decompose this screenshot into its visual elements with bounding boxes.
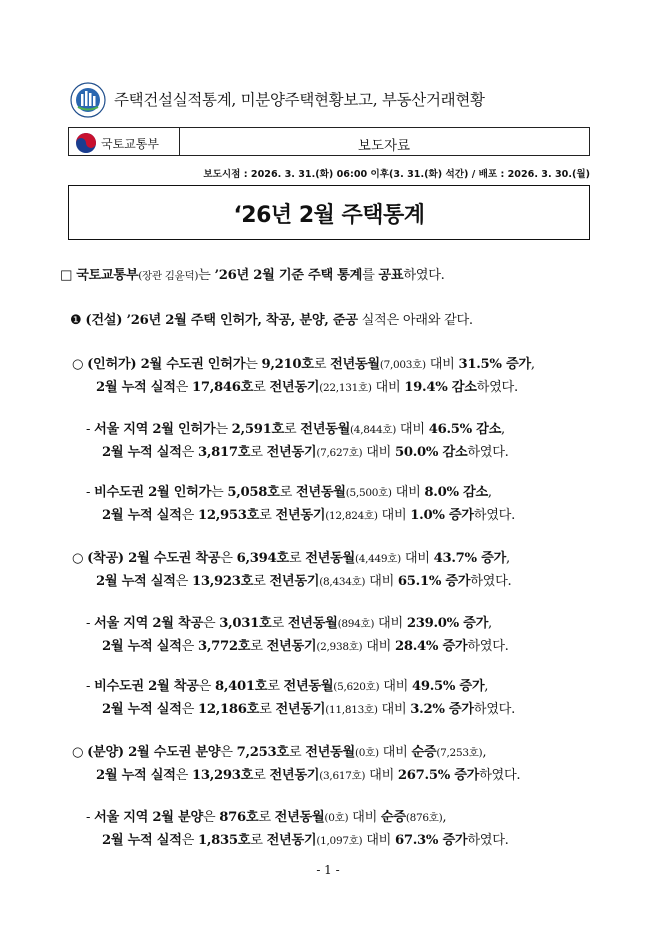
text-segment: 로 (313, 357, 331, 372)
text-segment: 로 (258, 810, 275, 825)
text-segment: 43.7% 증가 (433, 551, 506, 566)
text-segment: 2월 누적 실적 (96, 574, 176, 589)
text-segment: , (488, 616, 492, 631)
statistics-title: 주택건설실적통계, 미분양주택현황보고, 부동산거래현황 (114, 91, 485, 109)
text-segment: 13,293호 (192, 768, 254, 783)
text-segment: 은 (181, 702, 198, 717)
text-segment: 8,401호 (214, 679, 268, 694)
text-segment: 는 (215, 422, 232, 437)
text-segment: - (86, 485, 95, 500)
bullet-line (96, 764, 520, 783)
text-segment: 대비 (400, 551, 434, 566)
text-segment: 로 (288, 551, 306, 566)
text-segment: 서울 지역 2월 분양 (94, 810, 203, 825)
text-segment: 로 (267, 679, 284, 694)
text-segment: 로 (253, 380, 270, 395)
text-segment: 대비 (377, 508, 411, 523)
ministry-name: 국토교통부 (101, 136, 159, 151)
text-segment: (건설) ’26년 2월 주택 인허가, 착공, 분양, 준공 (85, 313, 358, 328)
text-segment: 19.4% 감소 (404, 380, 477, 395)
text-segment: 하였다. (467, 639, 509, 654)
text-segment: 순증 (411, 745, 437, 760)
text-segment: 은 (175, 380, 192, 395)
text-segment: 49.5% 증가 (411, 679, 485, 694)
text-segment: 는 (245, 357, 262, 372)
text-segment: , (530, 357, 535, 372)
text-segment: 전년동기 (269, 380, 320, 395)
bullet-line (96, 570, 511, 589)
text-segment: 239.0% 증가 (406, 616, 489, 631)
text-segment: (3,617호) (319, 770, 366, 782)
page-number: - 1 - (316, 863, 340, 877)
text-segment: 2월 누적 실적 (102, 508, 182, 523)
text-segment: , (442, 810, 447, 825)
text-segment: 은 (202, 616, 220, 631)
text-segment: (장관 김윤덕) (138, 270, 199, 282)
text-segment: 은 (198, 679, 215, 694)
text-segment: (4,449호) (354, 553, 401, 565)
text-segment: 대비 (425, 357, 459, 372)
text-segment: 28.4% 증가 (395, 639, 468, 654)
text-segment: 전년동월 (305, 551, 355, 566)
intro-paragraph (60, 264, 445, 283)
text-segment: - (86, 422, 95, 437)
text-segment: ○ (72, 745, 88, 760)
sub-bullet-line (102, 635, 509, 654)
text-segment: (7,003호) (379, 359, 426, 371)
sub-bullet-line (102, 698, 515, 717)
text-segment: 전년동기 (269, 574, 320, 589)
text-segment: , (482, 745, 487, 760)
text-segment: 전년동월 (300, 422, 351, 437)
text-segment: , (487, 485, 492, 500)
text-segment: 은 (220, 551, 237, 566)
text-segment: (1,097호) (316, 835, 363, 847)
bullet-line (72, 547, 510, 566)
text-segment: 전년동월 (283, 679, 334, 694)
text-segment: (분양) 2월 수도권 분양 (87, 745, 221, 760)
text-segment: (5,620호) (333, 681, 380, 693)
release-info: 보도시점 : 2026. 3. 31.(화) 06:00 이후(3. 31.(화) 석간) / 배포 : 2026. 3. 30.(월) (203, 169, 590, 180)
text-segment: 로 (288, 745, 306, 760)
sub-bullet-line (86, 806, 446, 825)
text-segment: 는 (198, 268, 215, 283)
text-segment: 2월 누적 실적 (102, 833, 182, 848)
press-release-box (68, 127, 590, 156)
sub-bullet-line (86, 481, 492, 500)
text-segment: 로 (253, 574, 270, 589)
text-segment: 3,817호 (198, 445, 251, 460)
text-segment: (5,500호) (345, 487, 392, 499)
text-segment: 12,953호 (198, 508, 260, 523)
text-segment: 대비 (379, 679, 412, 694)
text-segment: 은 (181, 833, 198, 848)
text-segment: 12,186호 (198, 702, 260, 717)
sub-bullet-line (102, 441, 509, 460)
text-segment: 6,394호 (236, 551, 289, 566)
text-segment: 전년동기 (275, 508, 326, 523)
text-segment: 1.0% 증가 (410, 508, 474, 523)
text-segment: 5,058호 (227, 485, 280, 500)
text-segment: 하였다. (467, 833, 509, 848)
press-label: 보도자료 (357, 138, 411, 154)
text-segment: 비수도권 2월 착공 (94, 679, 199, 694)
text-segment: 2월 누적 실적 (102, 639, 182, 654)
text-segment: 로 (283, 422, 301, 437)
text-segment: , (501, 422, 505, 437)
text-segment: 서울 지역 2월 인허가 (94, 422, 216, 437)
text-segment: (2,938호) (316, 641, 363, 653)
text-segment: 은 (175, 768, 192, 783)
text-segment: 전년동월 (295, 485, 346, 500)
text-segment: , (484, 679, 489, 694)
text-segment: 서울 지역 2월 착공 (94, 616, 203, 631)
text-segment: 3.2% 증가 (410, 702, 474, 717)
text-segment: 하였다. (479, 768, 521, 783)
text-segment: 하였다. (470, 574, 512, 589)
text-segment: 13,923호 (192, 574, 254, 589)
text-segment: - (86, 616, 95, 631)
text-segment: 하였다. (473, 702, 515, 717)
text-segment: 876호 (219, 810, 259, 825)
text-segment: 실적은 아래와 같다. (357, 313, 473, 328)
text-segment: 하였다. (467, 445, 509, 460)
text-segment: 대비 (362, 833, 396, 848)
text-segment: 로 (253, 768, 270, 783)
text-segment: 전년동기 (275, 702, 326, 717)
bullet-line (72, 741, 486, 760)
text-segment: 대비 (396, 422, 429, 437)
text-segment: 순증 (380, 810, 406, 825)
text-segment: 전년동월 (287, 616, 338, 631)
text-segment: 대비 (362, 445, 396, 460)
text-segment: 하였다. (403, 268, 445, 283)
text-segment: 대비 (391, 485, 425, 500)
text-segment: - (86, 679, 95, 694)
text-segment: 31.5% 증가 (458, 357, 531, 372)
text-segment: 를 (362, 268, 379, 283)
text-segment: , (505, 551, 510, 566)
sub-bullet-line (102, 504, 515, 523)
text-segment: 대비 (365, 574, 398, 589)
text-segment: 대비 (378, 745, 412, 760)
text-segment: (11,813호) (325, 704, 378, 716)
text-segment: 은 (181, 445, 198, 460)
text-segment: 대비 (362, 639, 396, 654)
text-segment: □ (60, 268, 77, 283)
text-segment: 전년동월 (305, 745, 355, 760)
text-segment: 8.0% 감소 (424, 485, 488, 500)
text-segment: 전년동기 (266, 445, 317, 460)
text-segment: 로 (271, 616, 288, 631)
sub-bullet-line (86, 675, 488, 694)
text-segment: (12,824호) (325, 510, 378, 522)
text-segment: (22,131호) (319, 382, 372, 394)
text-segment: 하였다. (473, 508, 515, 523)
text-segment: 공표 (378, 268, 404, 283)
text-segment: (7,253호) (436, 747, 483, 759)
text-segment: 전년동기 (266, 833, 317, 848)
text-segment: 1,835호 (198, 833, 251, 848)
text-segment: 은 (202, 810, 220, 825)
text-segment: 3,772호 (198, 639, 251, 654)
sub-bullet-line (102, 829, 509, 848)
taegeuk-icon (75, 132, 97, 154)
text-segment: 3,031호 (219, 616, 272, 631)
text-segment: 267.5% 증가 (397, 768, 480, 783)
section-heading (70, 309, 473, 328)
text-segment: ○ (72, 551, 88, 566)
bullet-line (96, 376, 518, 395)
text-segment: 9,210호 (261, 357, 314, 372)
text-segment: 로 (250, 445, 267, 460)
text-segment: 로 (250, 639, 267, 654)
sub-bullet-line (86, 418, 505, 437)
text-segment: 전년동기 (269, 768, 320, 783)
text-segment: 46.5% 감소 (428, 422, 502, 437)
text-segment: 17,846호 (192, 380, 254, 395)
text-segment: 50.0% 감소 (395, 445, 468, 460)
text-segment: (894호) (337, 618, 375, 630)
ministry-logo (75, 132, 159, 154)
document-title: ‘26년 2월 주택통계 (233, 203, 425, 228)
text-segment: ❶ (70, 313, 86, 328)
text-segment: (4,844호) (350, 424, 397, 436)
text-segment: 은 (220, 745, 237, 760)
text-segment: 는 (211, 485, 228, 500)
title-box (68, 185, 590, 240)
text-segment: 대비 (365, 768, 398, 783)
text-segment: 2월 누적 실적 (96, 768, 176, 783)
text-segment: (0호) (324, 812, 349, 824)
text-segment: 2월 누적 실적 (102, 702, 182, 717)
government-emblem-icon (70, 82, 106, 118)
text-segment: 전년동월 (330, 357, 380, 372)
text-segment: 로 (259, 508, 276, 523)
text-segment: 전년동월 (274, 810, 325, 825)
text-segment: 대비 (371, 380, 405, 395)
text-segment: (876호) (405, 812, 443, 824)
text-segment: 로 (250, 833, 267, 848)
text-segment: 전년동기 (266, 639, 317, 654)
text-segment: 2월 누적 실적 (102, 445, 182, 460)
text-segment: 비수도권 2월 인허가 (94, 485, 212, 500)
text-segment: 7,253호 (236, 745, 289, 760)
text-segment: 대비 (348, 810, 381, 825)
sub-bullet-line (86, 612, 492, 631)
text-segment: (착공) 2월 수도권 착공 (87, 551, 221, 566)
text-segment: (인허가) 2월 수도권 인허가 (87, 357, 246, 372)
text-segment: ’26년 2월 기준 주택 통계 (214, 268, 363, 283)
text-segment: 로 (279, 485, 296, 500)
text-segment: (0호) (354, 747, 379, 759)
text-segment: (7,627호) (316, 447, 363, 459)
text-segment: 은 (181, 639, 198, 654)
text-segment: 은 (175, 574, 192, 589)
text-segment: 하였다. (476, 380, 518, 395)
text-segment: 67.3% 증가 (395, 833, 468, 848)
text-segment: 2월 누적 실적 (96, 380, 176, 395)
text-segment: 국토교통부 (76, 268, 139, 283)
text-segment: 대비 (377, 702, 411, 717)
text-segment: 은 (181, 508, 198, 523)
bullet-line (72, 353, 535, 372)
text-segment: - (86, 810, 95, 825)
text-segment: ○ (72, 357, 88, 372)
text-segment: 대비 (374, 616, 407, 631)
text-segment: (8,434호) (319, 576, 366, 588)
text-segment: 2,591호 (231, 422, 284, 437)
text-segment: 로 (259, 702, 276, 717)
text-segment: 65.1% 증가 (397, 574, 471, 589)
